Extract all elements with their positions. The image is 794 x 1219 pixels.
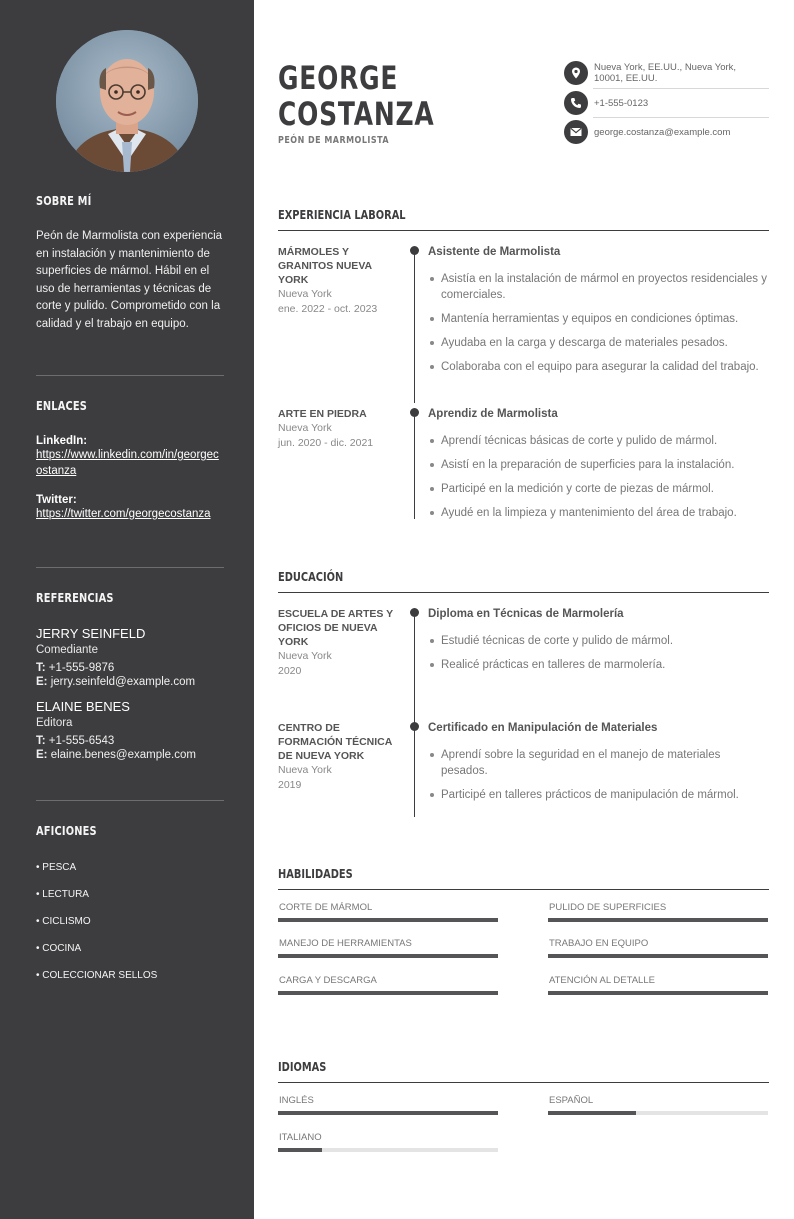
email-label: E: xyxy=(36,749,48,761)
contact-email xyxy=(564,120,769,144)
entry-location: Nueva York xyxy=(278,422,332,434)
links-heading: ENLACES xyxy=(36,399,88,413)
reference-email xyxy=(36,676,224,688)
entry-bullets xyxy=(428,747,769,803)
name-line-last: COSTANZA xyxy=(278,95,435,133)
contact-phone xyxy=(564,91,769,115)
language-bar xyxy=(278,1111,498,1115)
entry-organization: CENTRO DE FORMACIÓN TÉCNICA DE NUEVA YORK xyxy=(278,722,392,762)
entry-bullets xyxy=(428,633,769,673)
bullet-item: Asistía en la instalación de mármol en proyectos residenciales y comerciales. xyxy=(428,271,769,303)
language-bar-fill xyxy=(548,1111,636,1115)
hobby-item: • COCINA xyxy=(36,943,82,954)
entry-dates: jun. 2020 - dic. 2021 xyxy=(278,436,374,449)
reference-role: Comediante xyxy=(36,644,99,656)
timeline-line xyxy=(414,727,415,817)
entry-organization: ARTE EN PIEDRA xyxy=(278,408,367,420)
experience-heading xyxy=(278,206,769,231)
bullet-item: Mantenía herramientas y equipos en condiciones óptimas. xyxy=(428,311,769,327)
reference-item xyxy=(36,699,224,761)
language-label: INGLÉS xyxy=(279,1095,314,1106)
entry-bullets xyxy=(428,433,769,521)
entry-dates: 2019 xyxy=(278,778,302,791)
education-heading xyxy=(278,568,769,593)
hobby-item: • CICLISMO xyxy=(36,916,91,927)
skill-bar-fill xyxy=(278,991,498,995)
skill-bar-fill xyxy=(278,954,498,958)
languages-heading xyxy=(278,1058,769,1083)
skill-item xyxy=(278,902,498,922)
skill-label: ATENCIÓN AL DETALLE xyxy=(549,975,655,986)
bullet-item: Aprendí sobre la seguridad en el manejo de materiales pesados. xyxy=(428,747,769,779)
skill-bar xyxy=(548,991,768,995)
phone-value: +1-555-6543 xyxy=(45,735,115,747)
skill-item xyxy=(548,938,768,958)
sidebar-divider xyxy=(36,567,224,568)
skill-bar-fill xyxy=(278,918,498,922)
skill-bar-fill xyxy=(548,918,768,922)
contact-divider xyxy=(593,117,769,118)
bullet-item: Participé en la medición y corte de piezas de mármol. xyxy=(428,481,769,497)
bullet-item: Ayudé en la limpieza y mantenimiento del área de trabajo. xyxy=(428,505,769,521)
language-label: ITALIANO xyxy=(279,1132,322,1143)
avatar xyxy=(56,30,198,172)
twitter-link[interactable]: https://twitter.com/georgecostanza xyxy=(36,508,211,520)
skill-bar xyxy=(548,954,768,958)
reference-role: Editora xyxy=(36,717,73,729)
hobbies-section xyxy=(36,824,224,997)
section-heading-text: HABILIDADES xyxy=(278,867,353,881)
skill-bar xyxy=(278,991,498,995)
about-text: Peón de Marmolista con experiencia en instalación y mantenimiento de superficies de mármol. Hábil en el uso de herramientas y técnicas de corte y pulido. Comprometido con la calidad y el trabajo en equipo. xyxy=(36,230,223,330)
references-heading: REFERENCIAS xyxy=(36,591,114,605)
bullet-item: Aprendí técnicas básicas de corte y pulido de mármol. xyxy=(428,433,769,449)
email-icon xyxy=(564,120,588,144)
timeline-line xyxy=(414,613,415,723)
bullet-item: Participé en talleres prácticos de manipulación de mármol. xyxy=(428,787,769,803)
reference-phone xyxy=(36,662,224,674)
entry-bullets xyxy=(428,271,769,375)
entry-dates: 2020 xyxy=(278,664,302,677)
timeline-line xyxy=(414,413,415,519)
language-bar xyxy=(548,1111,768,1115)
entry-location: Nueva York xyxy=(278,650,332,662)
entry-role: Aprendiz de Marmolista xyxy=(428,408,558,420)
reference-phone xyxy=(36,735,224,747)
skill-label: TRABAJO EN EQUIPO xyxy=(549,938,649,949)
section-heading-text: EXPERIENCIA LABORAL xyxy=(278,208,406,222)
skills-heading xyxy=(278,865,769,890)
language-label: ESPAÑOL xyxy=(549,1095,594,1106)
skill-bar xyxy=(548,918,768,922)
bullet-item: Ayudaba en la carga y descarga de materiales pesados. xyxy=(428,335,769,351)
name-line-first: GEORGE xyxy=(278,59,399,97)
language-bar-fill xyxy=(278,1148,322,1152)
language-bar xyxy=(278,1148,498,1152)
hobbies-heading: AFICIONES xyxy=(36,824,97,838)
candidate-name xyxy=(278,60,434,132)
reference-email xyxy=(36,749,224,761)
references-section xyxy=(36,591,224,761)
about-heading: SOBRE MÍ xyxy=(36,194,92,208)
language-item xyxy=(278,1095,498,1115)
reference-name: ELAINE BENES xyxy=(36,699,130,714)
profile-photo xyxy=(56,30,198,172)
address-text: Nueva York, EE.UU., Nueva York, 10001, EE.UU. xyxy=(594,62,737,84)
links-section xyxy=(36,399,224,522)
entry-organization: MÁRMOLES Y GRANITOS NUEVA YORK xyxy=(278,246,372,286)
skill-bar xyxy=(278,918,498,922)
hobby-item: • LECTURA xyxy=(36,889,89,900)
timeline-line xyxy=(414,251,415,403)
email-value: elaine.benes@example.com xyxy=(47,749,196,761)
phone-text[interactable]: +1-555-0123 xyxy=(594,97,649,109)
email-text[interactable]: george.costanza@example.com xyxy=(594,126,731,138)
entry-dates: ene. 2022 - oct. 2023 xyxy=(278,302,378,315)
timeline-dot xyxy=(410,722,419,731)
education-entry xyxy=(278,607,769,717)
phone-value: +1-555-9876 xyxy=(45,662,115,674)
skill-bar-fill xyxy=(548,991,768,995)
skill-bar-fill xyxy=(548,954,768,958)
skill-item xyxy=(548,902,768,922)
sidebar-divider xyxy=(36,800,224,801)
skill-item xyxy=(278,975,498,995)
email-value: jerry.seinfeld@example.com xyxy=(47,676,196,688)
section-heading-text: IDIOMAS xyxy=(278,1060,327,1074)
skill-bar xyxy=(278,954,498,958)
linkedin-link[interactable]: https://www.linkedin.com/in/georgecostanza xyxy=(36,449,219,477)
link-item-linkedin xyxy=(36,435,224,479)
language-item xyxy=(278,1132,498,1152)
section-heading-text: EDUCACIÓN xyxy=(278,570,344,584)
phone-label: T: xyxy=(36,735,46,747)
timeline-dot xyxy=(410,408,419,417)
entry-location: Nueva York xyxy=(278,764,332,776)
sidebar xyxy=(0,0,254,1219)
hobby-item: • COLECCIONAR SELLOS xyxy=(36,970,158,981)
skill-label: PULIDO DE SUPERFICIES xyxy=(549,902,667,913)
link-label: Twitter: xyxy=(36,494,77,506)
bullet-item: Realicé prácticas en talleres de marmolería. xyxy=(428,657,769,673)
timeline-dot xyxy=(410,608,419,617)
bullet-item: Asistí en la preparación de superficies para la instalación. xyxy=(428,457,769,473)
skill-label: CARGA Y DESCARGA xyxy=(279,975,377,986)
email-label: E: xyxy=(36,676,48,688)
sidebar-divider xyxy=(36,375,224,376)
reference-item xyxy=(36,626,224,688)
contact-address xyxy=(564,61,769,85)
language-bar-fill xyxy=(278,1111,498,1115)
entry-role: Certificado en Manipulación de Materiales xyxy=(428,722,658,734)
entry-role: Diploma en Técnicas de Marmolería xyxy=(428,608,624,620)
bullet-item: Colaboraba con el equipo para asegurar la calidad del trabajo. xyxy=(428,359,769,375)
job-title: PEÓN DE MARMOLISTA xyxy=(278,135,390,146)
contact-divider xyxy=(593,88,769,89)
about-section xyxy=(36,194,224,333)
reference-name: JERRY SEINFELD xyxy=(36,626,146,641)
entry-organization: ESCUELA DE ARTES Y OFICIOS DE NUEVA YORK xyxy=(278,608,393,648)
phone-icon xyxy=(564,91,588,115)
skill-item xyxy=(278,938,498,958)
location-pin-icon xyxy=(564,61,588,85)
skill-label: CORTE DE MÁRMOL xyxy=(279,902,373,913)
link-item-twitter xyxy=(36,494,224,522)
skill-item xyxy=(548,975,768,995)
experience-entry xyxy=(278,407,769,522)
skill-label: MANEJO DE HERRAMIENTAS xyxy=(279,938,412,949)
education-entry xyxy=(278,721,769,821)
link-label: LinkedIn: xyxy=(36,435,88,447)
timeline-dot xyxy=(410,246,419,255)
language-item xyxy=(548,1095,768,1115)
entry-location: Nueva York xyxy=(278,288,332,300)
phone-label: T: xyxy=(36,662,46,674)
bullet-item: Estudié técnicas de corte y pulido de mármol. xyxy=(428,633,769,649)
entry-role: Asistente de Marmolista xyxy=(428,246,561,258)
hobby-item: • PESCA xyxy=(36,862,77,873)
hobbies-list xyxy=(36,862,224,997)
